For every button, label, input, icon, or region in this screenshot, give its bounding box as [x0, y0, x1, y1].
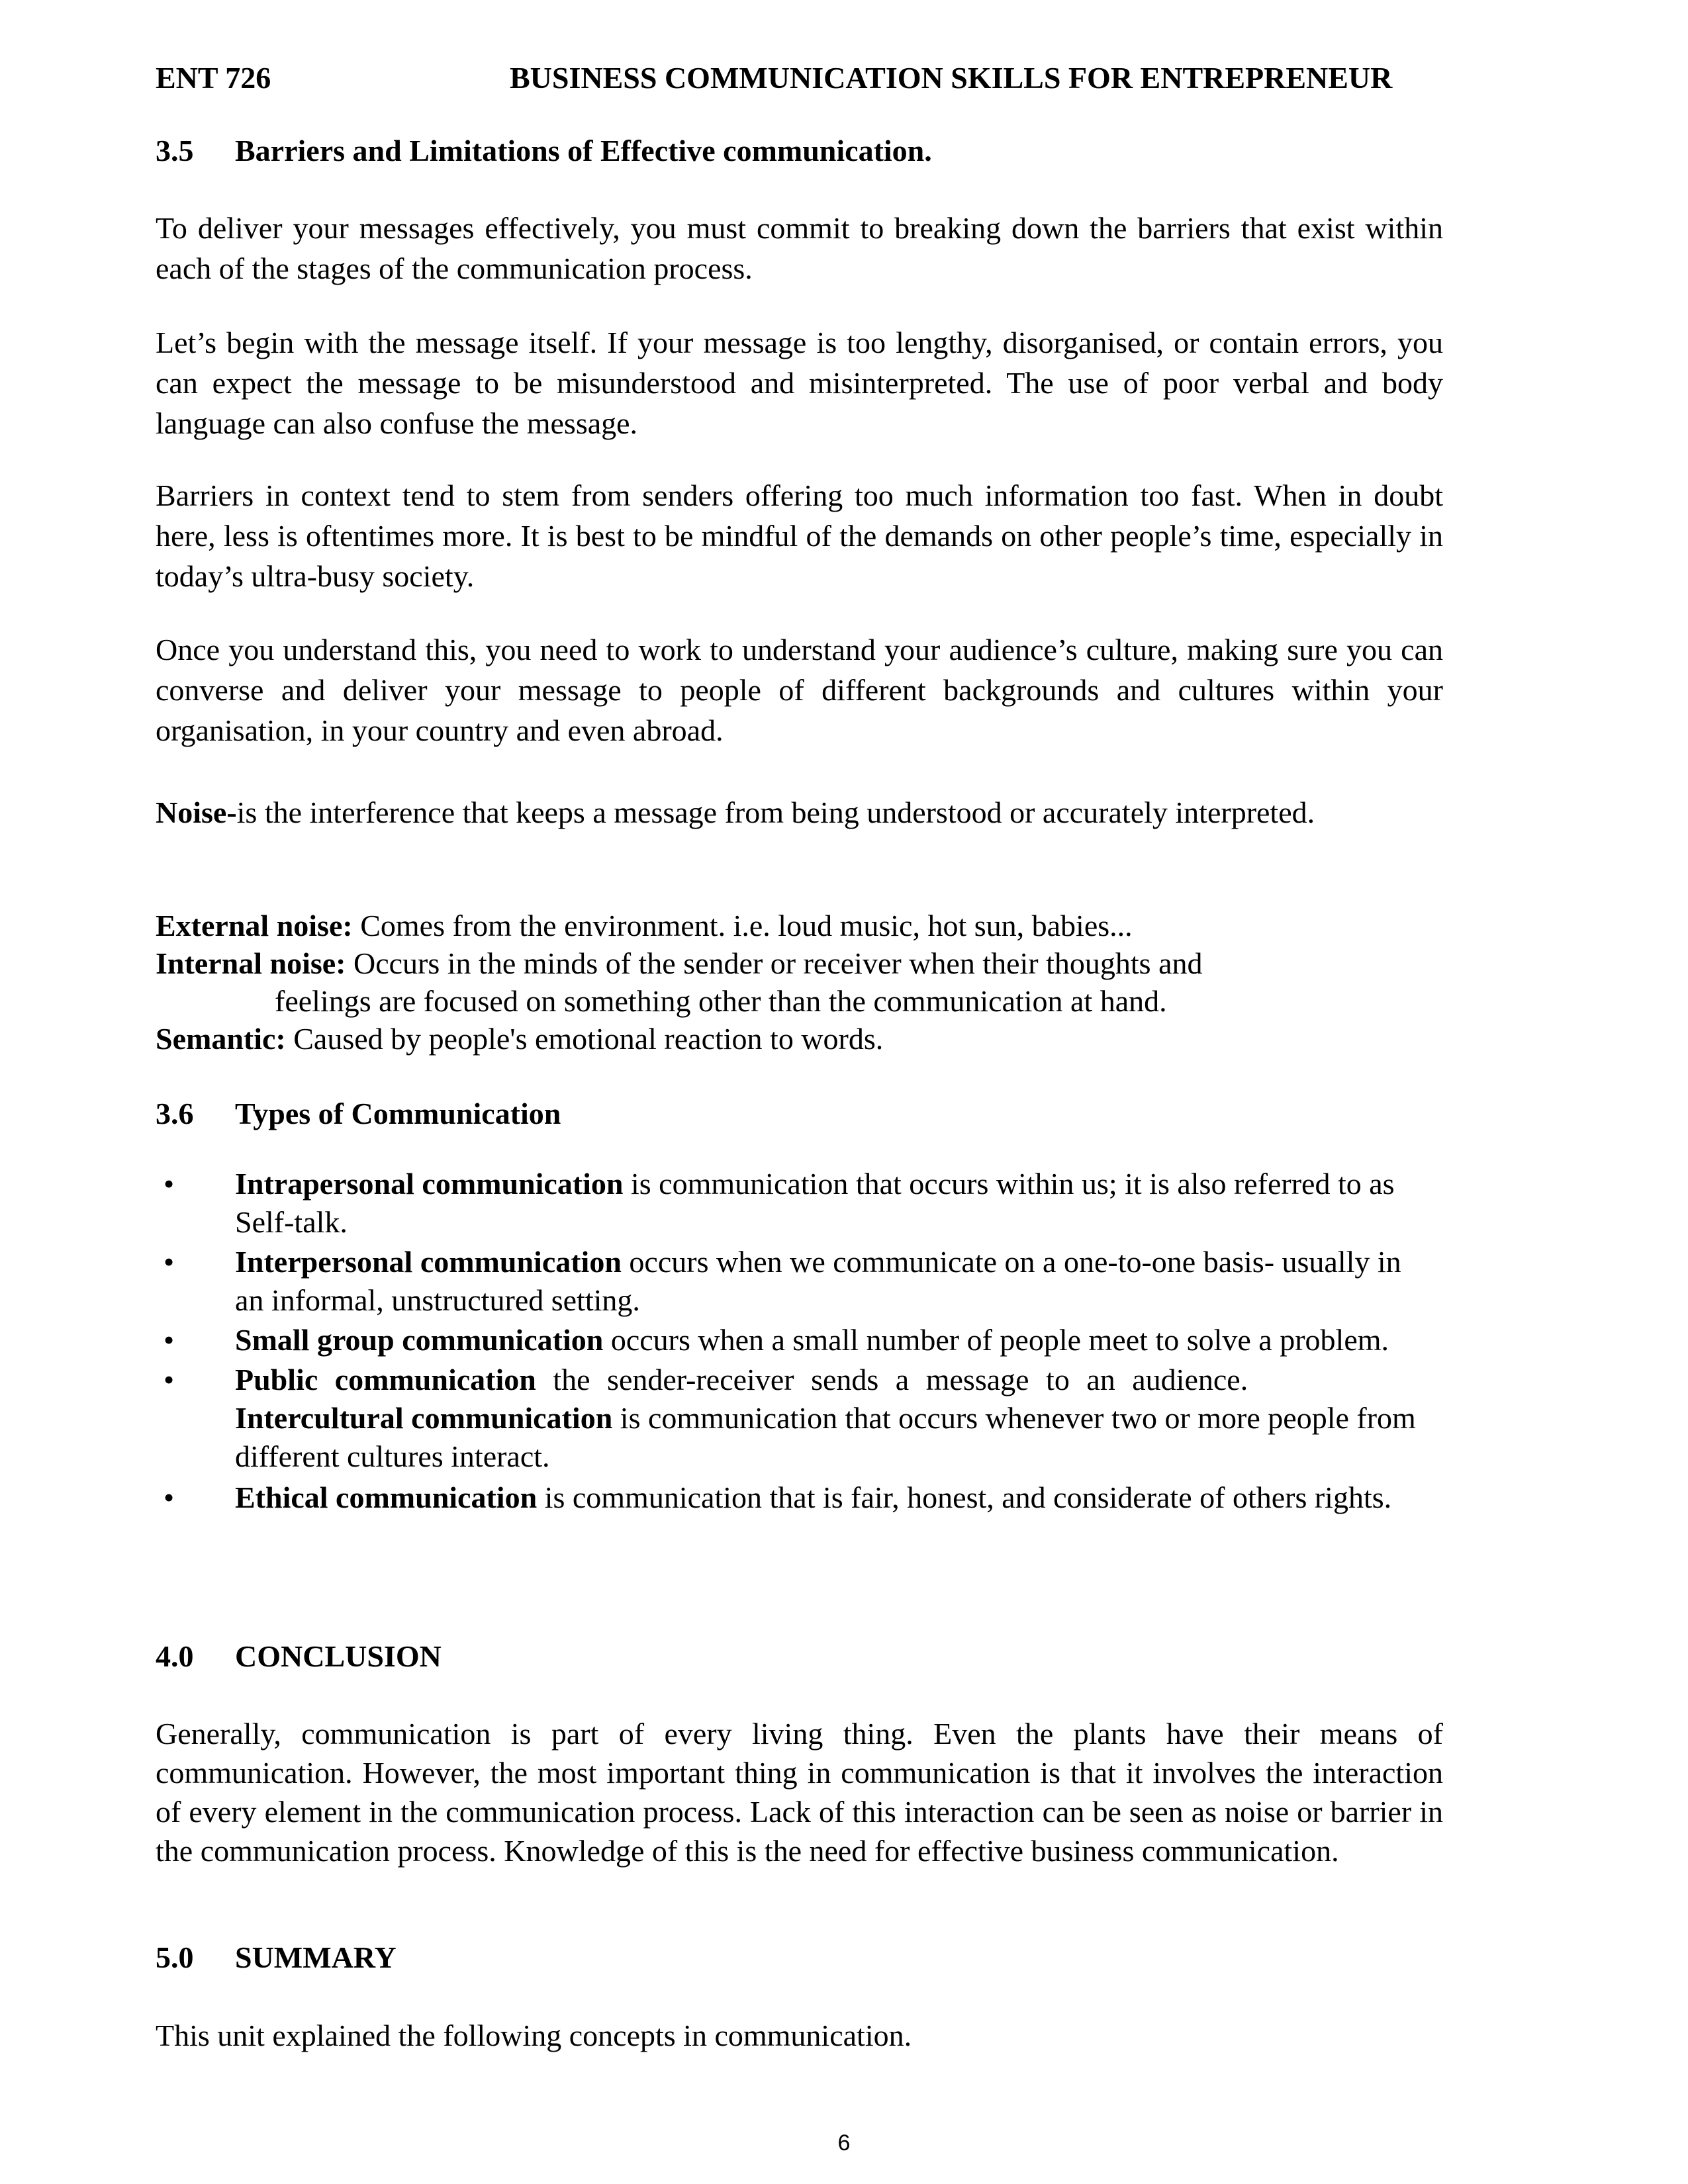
noise-term: Noise-: [156, 796, 237, 829]
noise-type-semantic: [156, 1020, 1400, 1058]
item-text: occurs when a small number of people meet to solve a problem.: [603, 1323, 1389, 1357]
bullet-icon: •: [163, 1363, 175, 1396]
item-term: Intercultural communication: [235, 1401, 613, 1435]
item-text: is communication that occurs whenever two or more people from different cultures interact.: [235, 1401, 1416, 1473]
section-number: 4.0: [156, 1639, 194, 1673]
item-first-line: [235, 1361, 1446, 1399]
noise-type-internal: [156, 944, 1383, 982]
section-3-6-heading: [156, 1095, 561, 1132]
page-number: 6: [837, 2130, 851, 2156]
section-title: Types of Communication: [235, 1097, 561, 1130]
paragraph: Once you understand this, you need to work to understand your audience’s culture, making sure you can converse and deliver your message to people of different backgrounds and cultures within your organisation, in your country and even abroad.: [156, 633, 1443, 747]
paragraph: Barriers in context tend to stem from senders offering too much information too fast. When in doubt here, less is oftentimes more. It is best to be mindful of the demands on other people’s time, especially in today’s ultra-busy society.: [156, 478, 1443, 593]
section-number: 5.0: [156, 1940, 194, 1974]
section-4-0-heading: [156, 1638, 442, 1675]
list-item: [156, 1477, 1427, 1518]
conclusion-paragraph: Generally, communication is part of every living thing. Even the plants have their means of communication. However, the most important thing in communication is that it involves the interaction of every element in the communication process. Lack of this interaction can be seen as noise or barrier in the communication process. Knowledge of this is the need for effective business communication.: [156, 1717, 1443, 1868]
noise-type-external: [156, 907, 1400, 944]
item-second-part: [235, 1399, 1446, 1476]
paragraph: Let’s begin with the message itself. If your message is too lengthy, disorganised, or contain errors, you can expect the message to be misunderstood and misinterpreted. The use of poor verbal and body language can also confuse the message.: [156, 326, 1443, 440]
bullet-icon: •: [163, 1245, 175, 1279]
noise-type-term: Internal noise:: [156, 946, 346, 980]
noise-type-text: Occurs in the minds of the sender or receiver when their thoughts and: [346, 946, 1203, 980]
item-text: is communication that occurs within us; it is also referred to as Self-talk.: [235, 1167, 1395, 1239]
section-3-5-heading: [156, 132, 932, 169]
item-term: Ethical communication: [235, 1480, 538, 1514]
noise-type-internal-continuation: feelings are focused on something other than the communication at hand.: [275, 984, 1167, 1018]
noise-types-list: [156, 907, 1400, 1058]
section-number: 3.6: [156, 1097, 194, 1130]
item-text: occurs when we communicate on a one-to-one basis- usually in an informal, unstructured setting.: [235, 1245, 1401, 1317]
bullet-icon: •: [163, 1167, 175, 1201]
list-item: [156, 1243, 1407, 1320]
list-item: [156, 1165, 1443, 1242]
course-title: BUSINESS COMMUNICATION SKILLS FOR ENTREPRENEUR: [510, 61, 1393, 95]
item-text: the sender-receiver sends a message to an audience.: [536, 1363, 1248, 1396]
noise-type-term: Semantic:: [156, 1022, 286, 1056]
section-title: CONCLUSION: [235, 1639, 442, 1673]
item-term: Interpersonal communication: [235, 1245, 622, 1279]
bullet-icon: •: [163, 1323, 175, 1357]
bullet-icon: •: [163, 1480, 175, 1514]
section-5-0-heading: [156, 1939, 397, 1976]
summary-paragraph: This unit explained the following concepts in communication.: [156, 2019, 912, 2052]
noise-type-term: External noise:: [156, 909, 353, 942]
section-title: Barriers and Limitations of Effective communication.: [235, 134, 932, 167]
list-item: [156, 1321, 1407, 1359]
section-title: SUMMARY: [235, 1940, 397, 1974]
section-number: 3.5: [156, 134, 194, 167]
item-text: is communication that is fair, honest, and considerate of others rights.: [537, 1480, 1392, 1514]
noise-definition: [156, 794, 1347, 831]
list-item: [156, 1361, 1446, 1476]
paragraph: To deliver your messages effectively, you must commit to breaking down the barriers that exist within each of the stages of the communication process.: [156, 211, 1443, 285]
noise-type-text: Comes from the environment. i.e. loud music, hot sun, babies...: [352, 909, 1133, 942]
course-code: ENT 726: [156, 61, 271, 95]
noise-text: is the interference that keeps a message from being understood or accurately interpreted.: [236, 796, 1315, 829]
item-term: Small group communication: [235, 1323, 604, 1357]
communication-types-list: [156, 1165, 1443, 1520]
item-term: Intrapersonal communication: [235, 1167, 624, 1201]
noise-type-text: Caused by people's emotional reaction to words.: [285, 1022, 884, 1056]
item-term: Public communication: [235, 1363, 536, 1396]
